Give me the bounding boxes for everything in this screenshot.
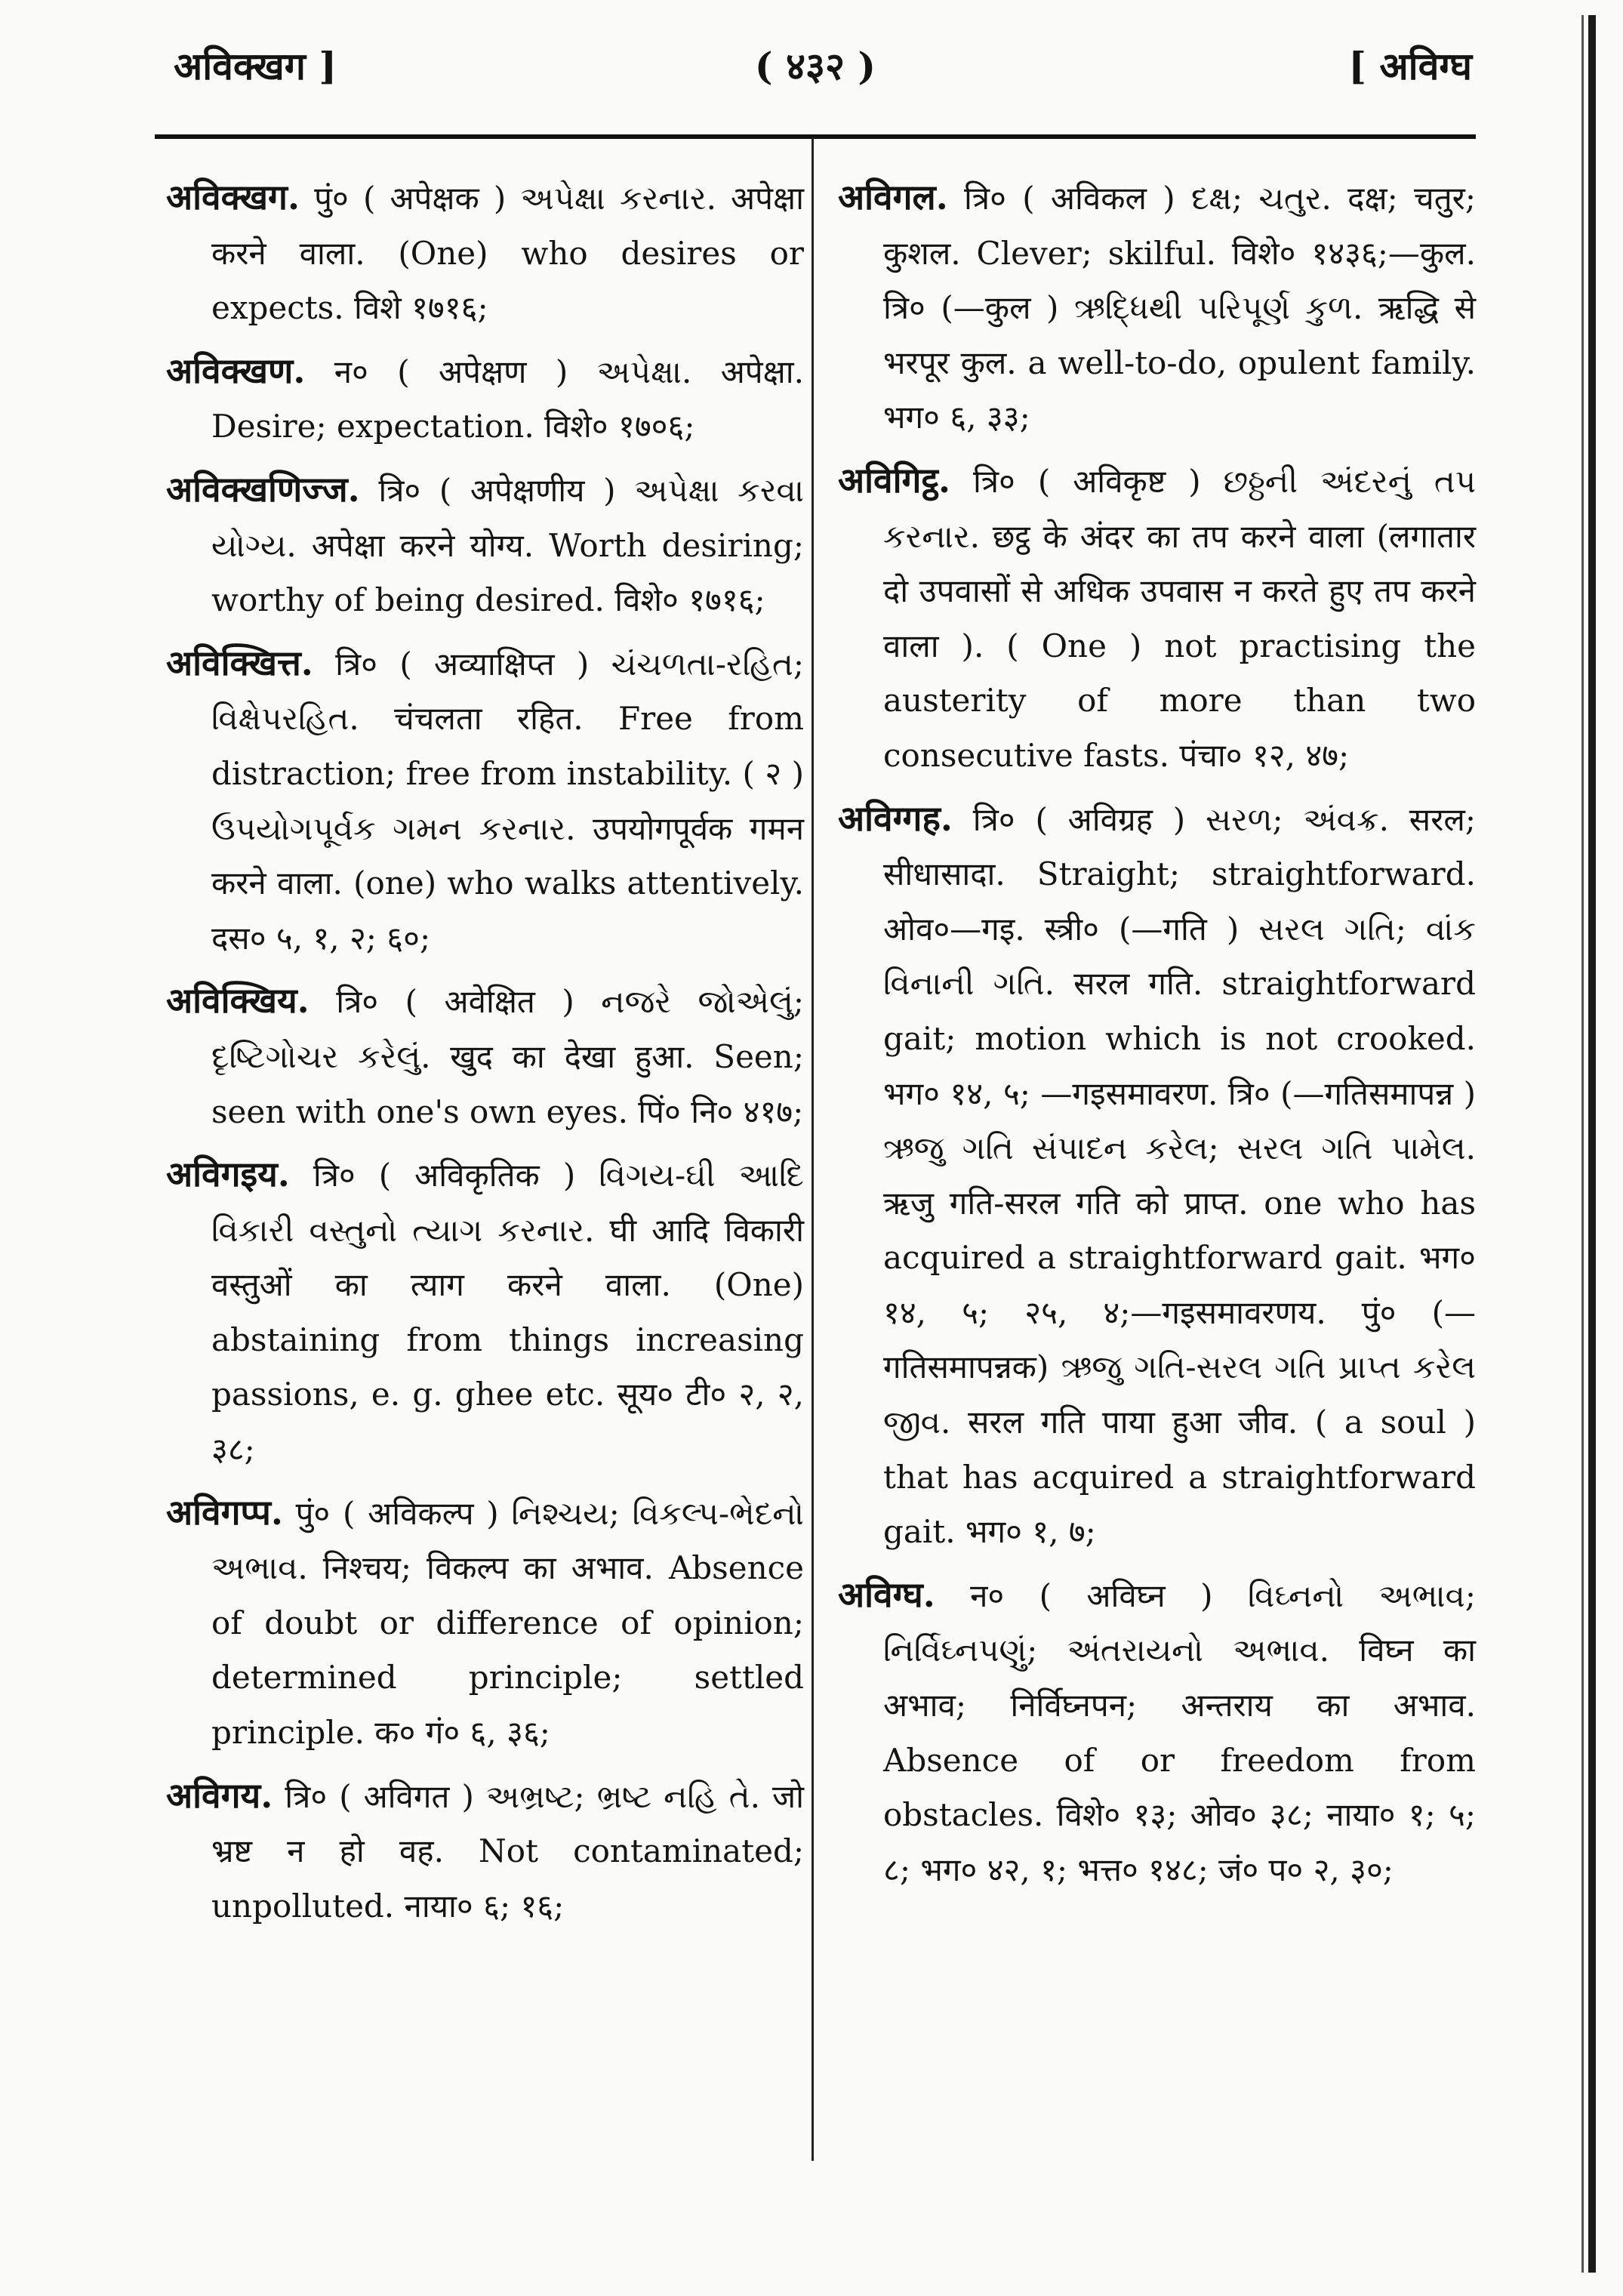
entry-definition: त्रि० ( अव्याक्षिप्त ) ચંચળતા-રહિત; વિક્ષેપરહિત. चंचलता रहित. Free from distraction; free from instability. ( २ ) ઉપયોગપૂર્વક ગમન કરનાર. उपयोगपूर्वक गमन करने वाला. (one) who walks attentively. दस० ५, १, २; ६०; (211, 645, 804, 957)
page-header (151, 30, 1480, 98)
entry-headword: अविगिट्ठ. (838, 459, 950, 501)
entry-headword: अविगल. (838, 177, 948, 217)
entry-headword: अविक्खित्त. (166, 642, 313, 683)
entry-definition: त्रि० ( अविग्रह ) સરળ; અંવક્ર. सरल; सीधासादा. Straight; straightforward. ओव०—गइ. स्त्री० (—गति ) સરલ ગતિ; વાંક વિનાની ગતિ. सरल गति. straightforward gait; motion which is not crooked. भग० १४, ५; —गइसमावरण. त्रि० (—गतिसमापन्न ) ઋજુ ગતિ સંપાદન કરેલ; સરલ ગતિ પામેલ. ऋजु गति-सरल गति को प्राप्त. one who has acquired a straightforward gait. भग० १४, ५; २५, ४;—गइसमावरणय. पुं० (—गतिसमापन्नक) ઋજુ ગતિ-સરલ ગતિ પ્રાપ્ત કરેલ જીવ. सरल गति पाया हुआ जीव. ( a soul ) that has acquired a straightforward gait. भग० १, ७; (883, 800, 1476, 1551)
dictionary-entry (166, 1485, 804, 1761)
header-left-guideword: अविक्खग ] (174, 44, 337, 88)
entry-headword: अविक्खणिज्ज. (166, 468, 360, 510)
dictionary-entry (838, 1567, 1476, 1898)
entry-definition: न० ( अविघ्न ) વિઘ્નનો અભાવ; નિર્વિઘ્નપણું; અંતરાયનો અભાવ. विघ्न का अभाव; निर्विघ्नपन; अन्तराय का अभाव. Absence of or freedom from obstacles. विशे० १३; ओव० ३८; नाया० १; ५; ८; भग० ४२, १; भत्त० १४८; जं० प० २, ३०; (883, 1576, 1476, 1888)
dictionary-entry (838, 791, 1476, 1560)
entry-definition: त्रि० ( अविगत ) અભ્રષ્ટ; ભ્રષ્ટ નહિ તે. जो भ्रष्ट न हो वह. Not contaminated; unpolluted. नाया० ६; १६; (211, 1777, 805, 1925)
header-right-guideword: [ अविग्घ (1348, 44, 1472, 88)
dictionary-entry (166, 1768, 804, 1934)
page-edge-line (1581, 15, 1584, 2273)
dictionary-entry (166, 1147, 804, 1478)
entry-definition: त्रि० ( अविकृष्ट ) છઠ્ઠની અંદરનું તપ કરનાર. छट्ठ के अंदर का तप करने वाला (लगातार दो उपवासों से अधिक उपवास न करते हुए तप करने वाला ). ( One ) not practising the austerity of more than two consecutive fasts. पंचा० १२, ४७; (883, 462, 1476, 774)
entry-headword: अविक्खग. (166, 177, 300, 217)
entry-headword: अविग्घ. (838, 1573, 935, 1615)
dictionary-entry (838, 170, 1476, 445)
page-edge-shadow (1588, 15, 1596, 2273)
dictionary-entry (166, 636, 804, 966)
entry-definition: न० ( अपेक्षण ) અપેક્ષા. अपेक्षा. Desire; expectation. विशे० १७०६; (211, 353, 804, 445)
page-number: ( ४३२ ) (754, 44, 876, 88)
dictionary-entry (166, 462, 804, 628)
entry-definition: पुं० ( अविकल्प ) નિશ્ચય; વિકલ્પ-ભેદનો અભાવ. निश्चय; विकल्प का अभाव. Absence of doubt or difference of opinion; determined principle; settled principle. क० गं० ६, ३६; (211, 1494, 804, 1752)
dictionary-entry (838, 453, 1476, 784)
header-rule (155, 134, 1476, 139)
entry-definition: त्रि० ( अपेक्षणीय ) અપેક્ષા કરવા યોગ્ય. अपेक्षा करने योग्य. Worth desiring; worthy of being desired. विशे० १७१६; (211, 471, 804, 619)
entry-headword: अविगप्प. (166, 1491, 283, 1533)
entry-definition: पुं० ( अपेक्षक ) અપેક્ષા કરનાર. अपेक्षा करने वाला. (One) who desires or expects. विशे १७१६; (211, 180, 804, 327)
entry-headword: अविगइय. (166, 1154, 290, 1195)
entry-headword: अविगय. (166, 1774, 273, 1816)
dictionary-entry (166, 170, 804, 336)
entry-definition: त्रि० ( अविकल ) દક્ષ; ચતુર. दक्ष; चतुर; कुशल. Clever; skilful. विशे० १४३६;—कुल. त्रि० (—कुल ) ઋદ્ધિથી પરિપૂર્ણ કુળ. ऋद्धि से भरपूर कुल. a well-to-do, opulent family. भग० ६, ३३; (883, 180, 1476, 436)
entry-definition: त्रि० ( अविकृतिक ) વિગય-ઘી આદિ વિકારી વસ્તુનો ત્યાગ કરનાર. घी आदि विकारी वस्तुओं का त्याग करने वाला. (One) abstaining from things increasing passions, e. g. ghee etc. सूय० टी० २, २, ३८; (211, 1157, 804, 1469)
entry-definition: त्रि० ( अवेक्षित ) નજરે જોએલું; દૃષ્ટિગોચર કરેલું. खुद का देखा हुआ. Seen; seen with one's own eyes. पिं० नि० ४१७; (211, 983, 804, 1130)
dictionary-entry (166, 973, 804, 1139)
left-column (166, 170, 804, 1941)
right-column (838, 170, 1476, 1905)
column-divider (812, 137, 814, 2161)
entry-headword: अविग्गह. (838, 797, 953, 839)
entry-headword: अविक्खिय. (166, 980, 310, 1022)
dictionary-entry (166, 344, 804, 455)
entry-headword: अविक्खण. (166, 350, 306, 391)
